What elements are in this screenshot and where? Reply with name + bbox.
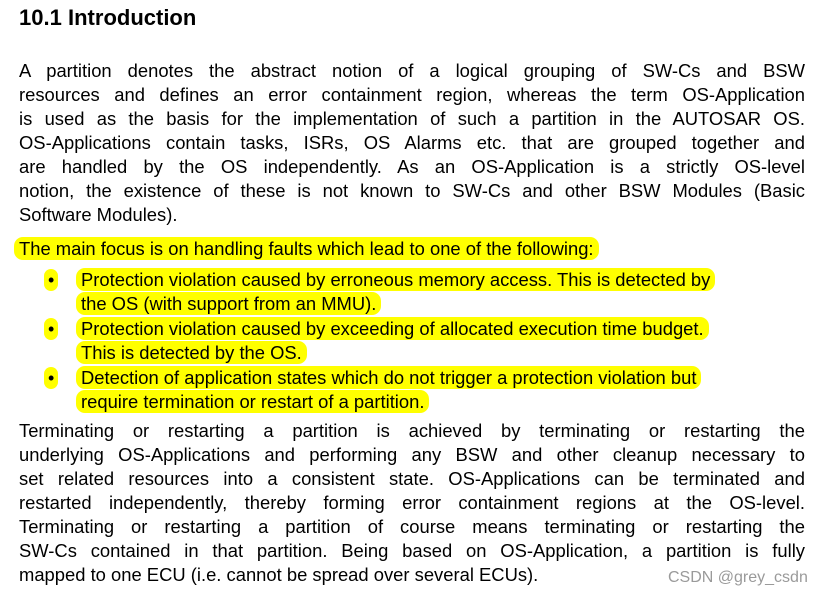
- paragraph-line: underlying OS-Applications and performing any BSW and other cleanup necessary to: [19, 444, 805, 465]
- bullet-icon: [49, 367, 58, 389]
- bullet-line: [81, 269, 796, 291]
- focus-intro-line: [19, 238, 805, 260]
- bullet-icon: [49, 318, 58, 340]
- highlighted-text: The main focus is on handling faults which lead to one of the following:: [14, 237, 599, 260]
- watermark: CSDN @grey_csdn: [668, 569, 808, 586]
- paragraph-line: Terminating or restarting a partition is achieved by terminating or restarting the: [19, 420, 805, 441]
- bullet-line: [81, 318, 796, 340]
- section-heading: [19, 5, 196, 31]
- paragraph-line: notion, the existence of these is not known to SW-Cs and other BSW Modules (Basic: [19, 180, 805, 201]
- paragraph-line: set related resources into a consistent state. OS-Applications can be terminated and: [19, 468, 805, 489]
- highlighted-text: the OS (with support from an MMU).: [76, 292, 381, 315]
- bullet-glyph: •: [44, 367, 58, 389]
- highlighted-text: Protection violation caused by erroneous memory access. This is detected by: [76, 268, 715, 291]
- highlighted-text: Detection of application states which do not trigger a protection violation but: [76, 366, 701, 389]
- bullet-line: [81, 293, 796, 315]
- section-title: Introduction: [68, 5, 197, 30]
- paragraph-line: Terminating or restarting a partition of course means terminating or restarting the: [19, 516, 805, 537]
- highlighted-text: require termination or restart of a partition.: [76, 390, 429, 413]
- bullet-glyph: •: [44, 269, 58, 291]
- bullet-line: [81, 391, 796, 413]
- bullet-line: [81, 342, 796, 364]
- paragraph-line: are handled by the OS independently. As an OS-Application is a strictly OS-level: [19, 156, 805, 177]
- paragraph-line: A partition denotes the abstract notion of a logical grouping of SW-Cs and BSW: [19, 60, 805, 81]
- paragraph-line: is used as the basis for the implementation of such a partition in the AUTOSAR OS.: [19, 108, 805, 129]
- bullet-icon: [49, 269, 58, 291]
- paragraph-line: Software Modules).: [19, 204, 178, 225]
- paragraph-line: OS-Applications contain tasks, ISRs, OS Alarms etc. that are grouped together and: [19, 132, 805, 153]
- bullet-glyph: •: [44, 318, 58, 340]
- bullet-line: [81, 367, 796, 389]
- section-number: 10.1: [19, 5, 62, 30]
- paragraph-line: resources and defines an error containment region, whereas the term OS-Application: [19, 84, 805, 105]
- paragraph-line: restarted independently, thereby forming error containment regions at the OS-level.: [19, 492, 805, 513]
- highlighted-text: Protection violation caused by exceeding of allocated execution time budget.: [76, 317, 709, 340]
- paragraph-line: SW-Cs contained in that partition. Being based on OS-Application, a partition is fully: [19, 540, 805, 561]
- paragraph-line: mapped to one ECU (i.e. cannot be spread over several ECUs).: [19, 564, 539, 585]
- highlighted-text: This is detected by the OS.: [76, 341, 307, 364]
